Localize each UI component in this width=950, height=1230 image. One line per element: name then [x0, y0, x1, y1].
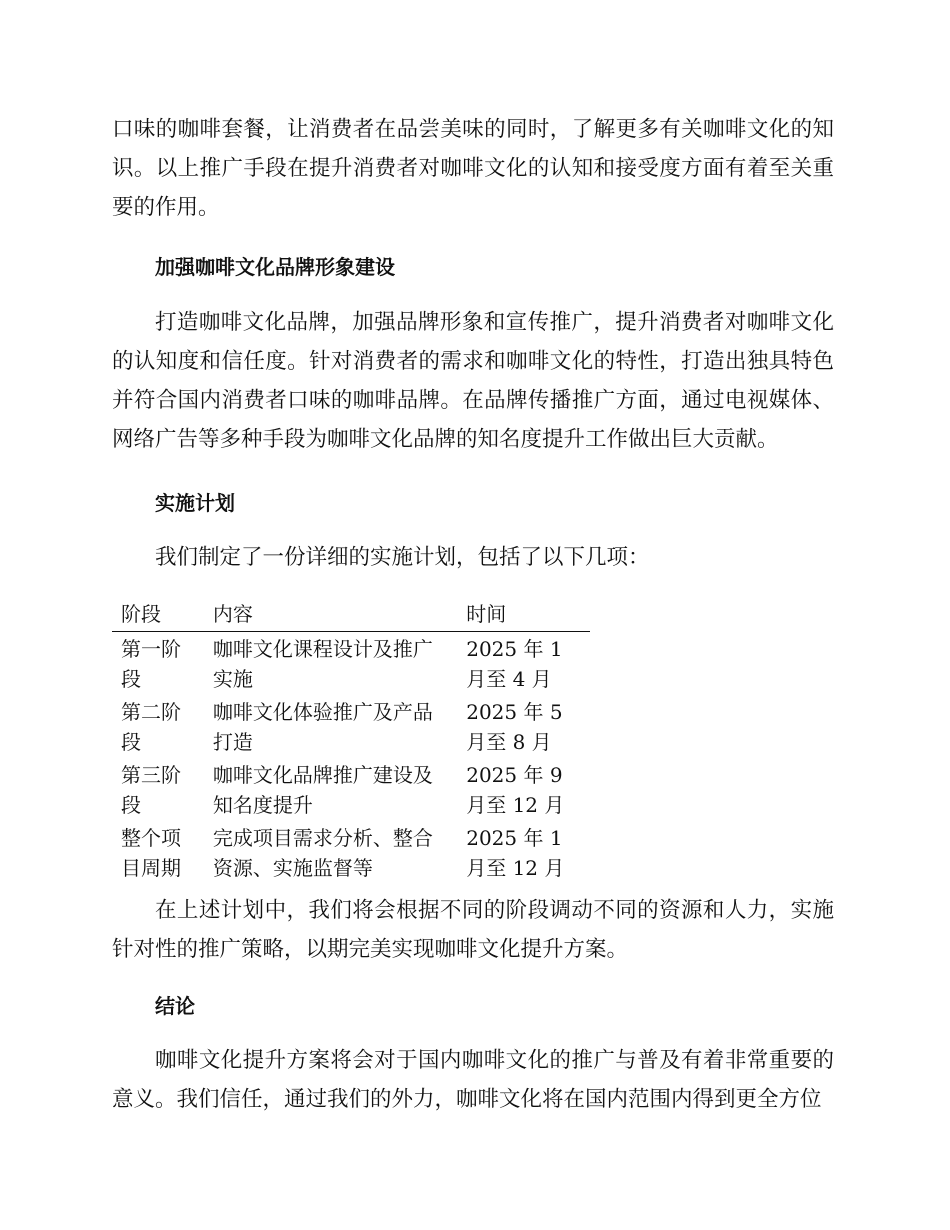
table-cell-stage: 整个项目周期 — [121, 826, 181, 880]
table-cell-content: 咖啡文化课程设计及推广实施 — [212, 637, 433, 691]
section-heading-brand: 加强咖啡文化品牌形象建设 — [155, 255, 395, 279]
section-heading-conclusion: 结论 — [155, 994, 195, 1018]
implementation-plan-table — [112, 598, 590, 884]
table-cell-time: 2025 年 1 月至 4 月 — [466, 637, 563, 691]
paragraph-plan-summary: 在上述计划中，我们将会根据不同的阶段调动不同的资源和人力，实施针对性的推广策略，以期完美实现咖啡文化提升方案。 — [112, 898, 834, 962]
table-header-time: 时间 — [457, 598, 590, 632]
table-header-content: 内容 — [204, 598, 457, 632]
table-row — [112, 695, 590, 758]
table-cell-time: 2025 年 1 月至 12 月 — [466, 826, 565, 880]
table-row — [112, 758, 590, 821]
table-cell-content: 咖啡文化体验推广及产品打造 — [212, 700, 433, 754]
table-cell-time: 2025 年 5 月至 8 月 — [466, 700, 563, 754]
table-row — [112, 632, 590, 696]
table-cell-stage: 第一阶段 — [121, 637, 181, 691]
table-row — [112, 821, 590, 884]
paragraph-conclusion: 咖啡文化提升方案将会对于国内咖啡文化的推广与普及有着非常重要的意义。我们信任，通过我们的外力，咖啡文化将在国内范围内得到更全方位 — [112, 1048, 834, 1112]
table-cell-content: 咖啡文化品牌推广建设及知名度提升 — [212, 763, 433, 817]
paragraph-plan-intro: 我们制定了一份详细的实施计划，包括了以下几项： — [155, 545, 650, 570]
table-cell-content: 完成项目需求分析、整合资源、实施监督等 — [212, 826, 433, 880]
table-header-row — [112, 598, 590, 632]
table-cell-time: 2025 年 9 月至 12 月 — [466, 763, 565, 817]
table-header-stage: 阶段 — [112, 598, 204, 632]
section-heading-plan: 实施计划 — [155, 491, 235, 515]
table-cell-stage: 第三阶段 — [121, 763, 181, 817]
paragraph-brand: 打造咖啡文化品牌，加强品牌形象和宣传推广，提升消费者对咖啡文化的认知度和信任度。针对消费者的需求和咖啡文化的特性，打造出独具特色并符合国内消费者口味的咖啡品牌。在品牌传播推广方面，通过电视媒体、网络广告等多种手段为咖啡文化品牌的知名度提升工作做出巨大贡献。 — [112, 310, 834, 452]
paragraph-promotion-end: 口味的咖啡套餐，让消费者在品尝美味的同时，了解更多有关咖啡文化的知识。以上推广手段在提升消费者对咖啡文化的认知和接受度方面有着至关重要的作用。 — [112, 117, 834, 220]
table-cell-stage: 第二阶段 — [121, 700, 181, 754]
